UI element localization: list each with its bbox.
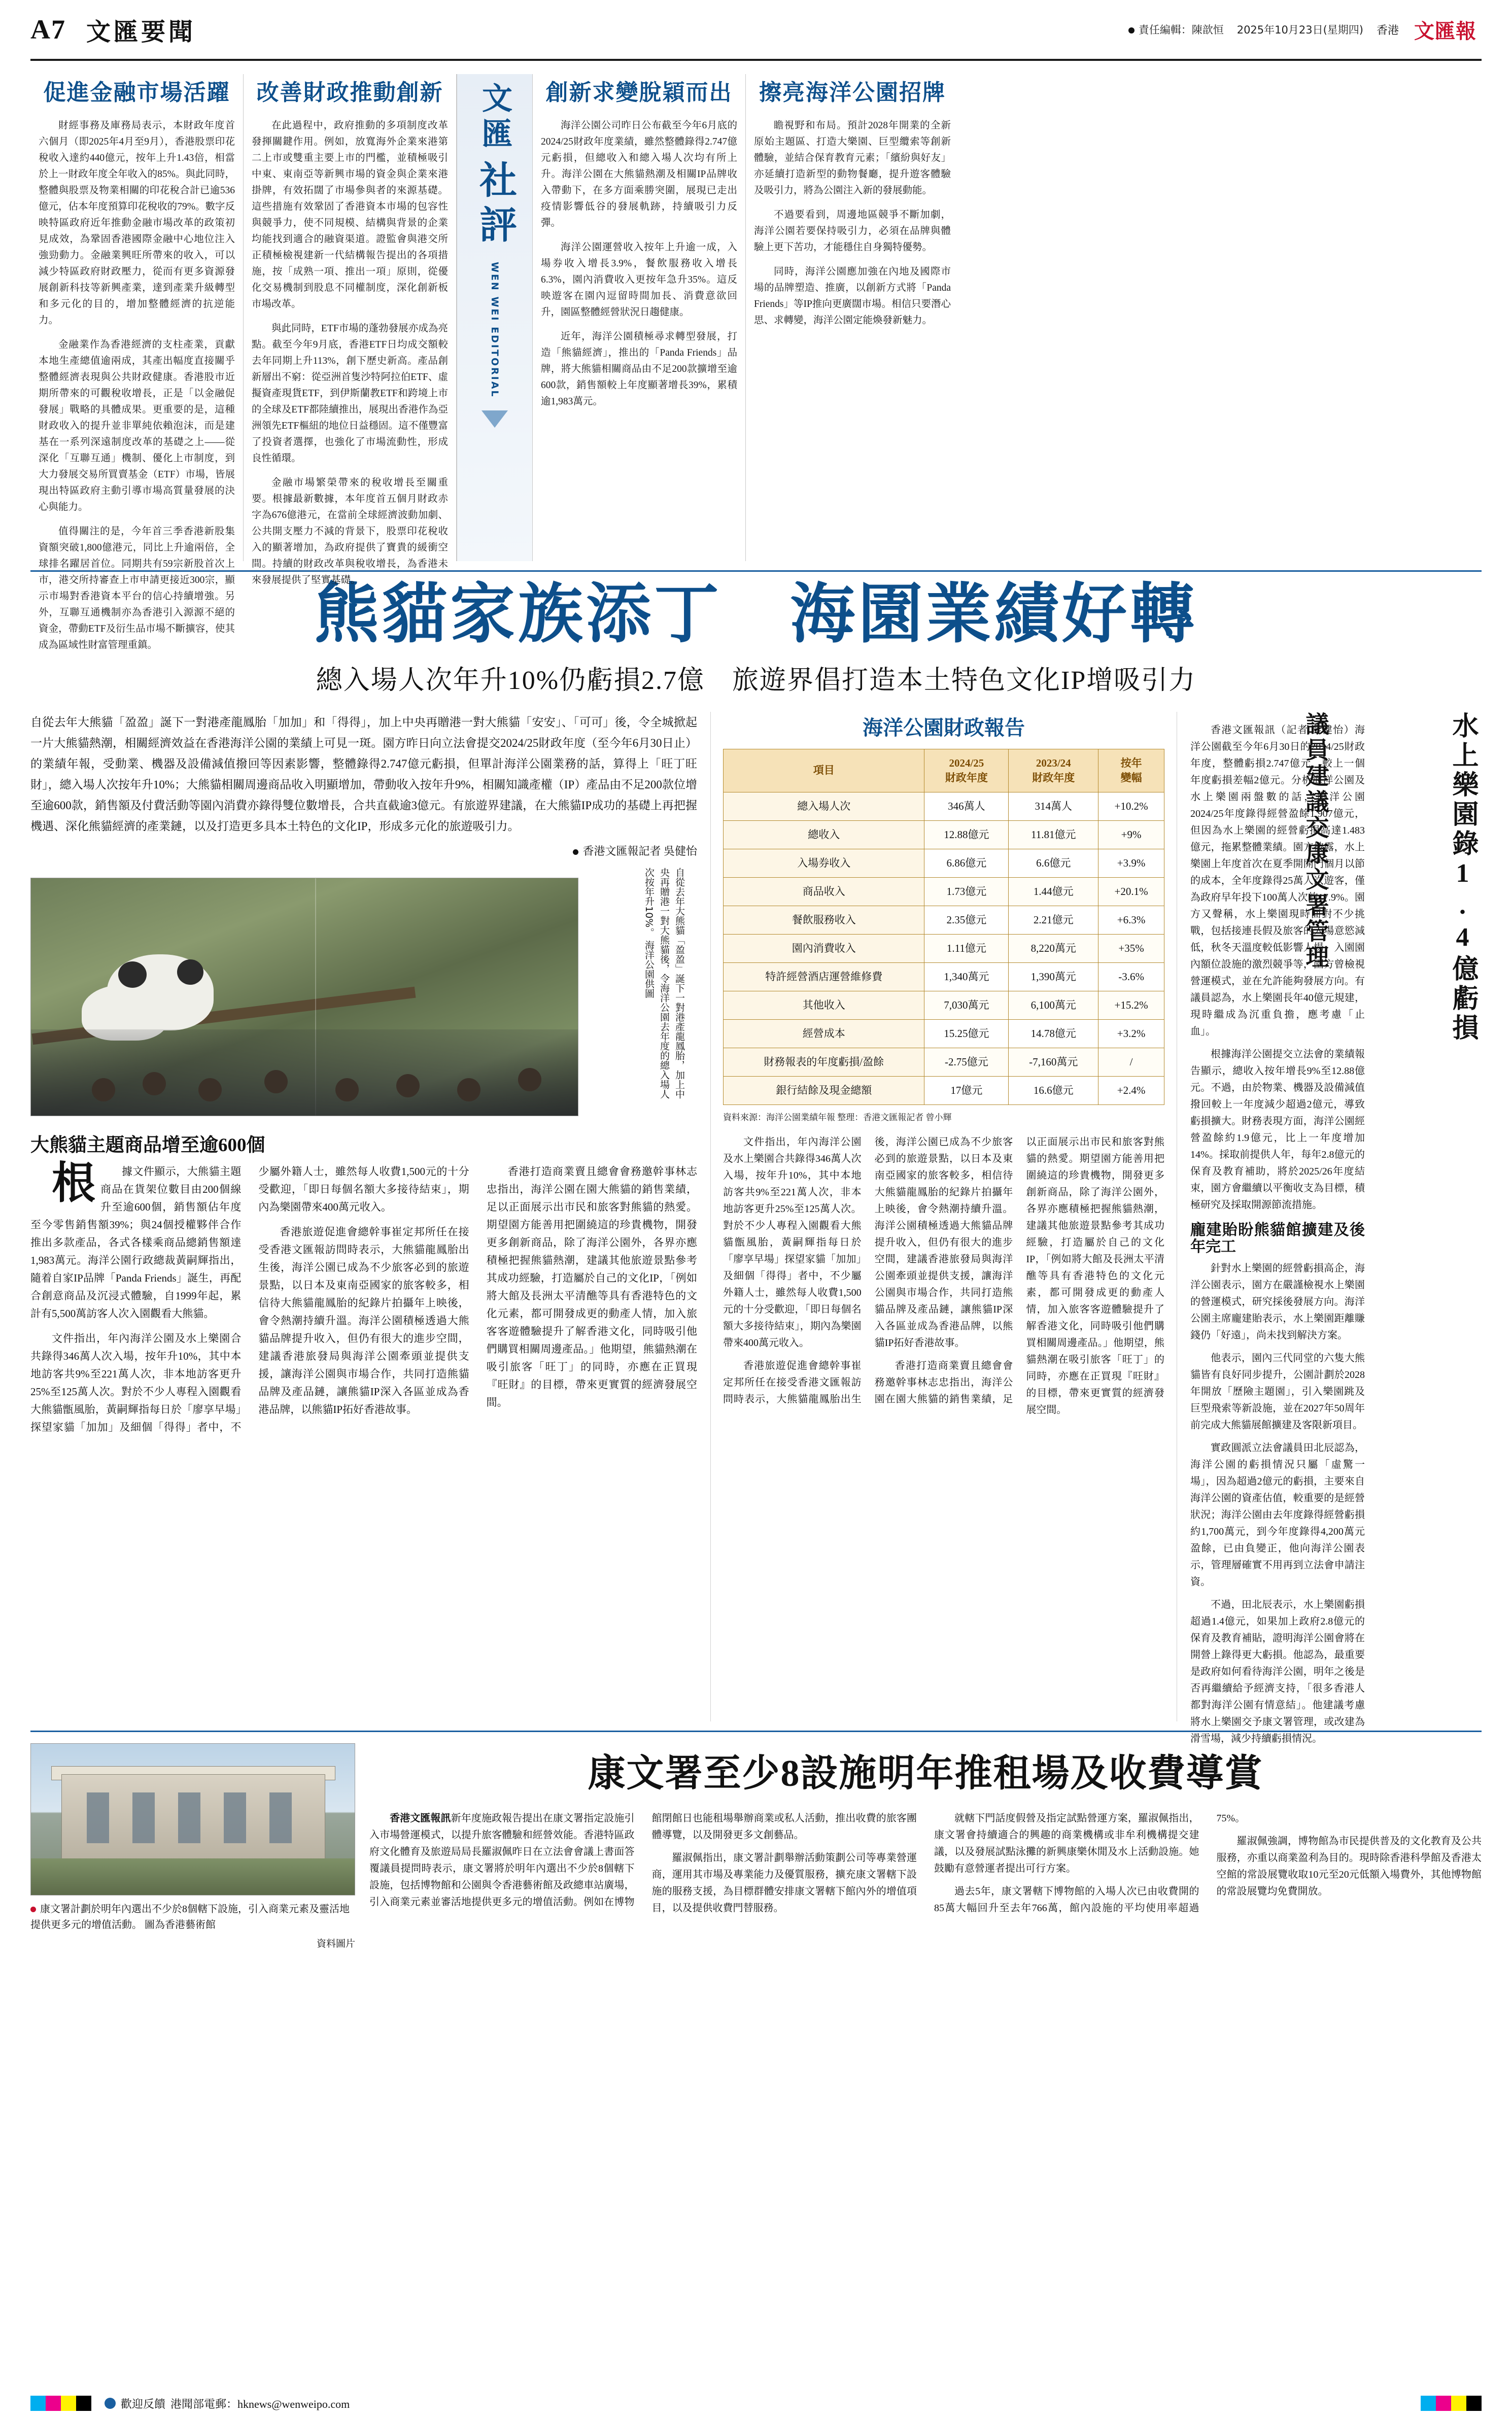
mid-body	[723, 1134, 1164, 1419]
paragraph: 海洋公園運營收入按年上升逾一成，入場券收入增長3.9%，餐飲服務收入增長6.3%，園內消費收入更按年急升35%。這反映遊客在園內逗留時間加長、消費意欲回升，園區整體經營狀況日趨健康。	[541, 242, 737, 318]
arrow-down-icon	[482, 410, 508, 428]
editorial-banner-line1: 文匯	[478, 82, 511, 153]
main-headline: 熊貓家族添丁 海園業績好轉	[314, 578, 1198, 650]
paragraph: 在此過程中，政府推動的多項制度改革發揮關鍵作用。例如，放寬海外企業來港第二上市或雙重主要上市的門檻，並積極吸引中東、東南亞等新興市場的資金與企業來港掛牌，有效拓闊了市場參與者的來源基礎。這些措施有效鞏固了香港資本市場的包容性與競爭力，使不同規模、結構與背景的企業均能找到適合的融資渠道。證監會與港交所正積極檢視建新一代結構報告提出的各項措施，按「成熟一項、推出一項」原則，從優化交易機制到股息不同權制度，深化創新板市場改革。	[252, 120, 448, 309]
editorial-column-4	[746, 74, 959, 561]
swatch-black	[76, 2396, 91, 2411]
editorial-banner	[457, 74, 533, 561]
editorial-banner-line2: 社評	[474, 160, 516, 250]
editorial-body-4	[754, 118, 951, 329]
editorial-column-3	[533, 74, 746, 561]
hk-label: 香港	[1376, 24, 1399, 37]
right-subheading: 龐建貽盼熊貓館擴建及後年完工	[1190, 1221, 1365, 1255]
cell-item: 園內消費收入	[724, 934, 924, 962]
publish-date: 2025年10月23日(星期四)	[1236, 24, 1363, 36]
financial-table	[723, 749, 1164, 1105]
paragraph: 財經事務及庫務局表示，本財政年度首六個月（即2025年4月至9月），香港股票印花稅收入達約440億元，按年上升1.43倍，相當於上一財政年度全年收入的85%。與此同時，整體與股票及物業相關的印花稅合計已逾536億元，佔本年度預算印花稅收的79%。數字反映特區政府近年推動金融市場改革的政策初見成效，為鞏固香港國際金融中心地位注入強勁動力。金融業興旺所帶來的收入，可以減少特區政府財政壓力，從而有更多資源發展創新科技等新興產業，達到產業升級轉型和多元化的目的，增加整體經濟的抗逆能力。	[39, 120, 235, 326]
photo-window	[224, 1792, 246, 1843]
paragraph: 文件指出，年內海洋公園及水上樂園合共錄得346萬人次入場，按年升10%，其中本地訪客共9%至221萬人次，非本地訪客更升25%至125萬人次。對於不少人專程入園觀看大熊貓甑風胎，黃嗣輝指每日於「廖享早場」探望家貓「加加」及細個「得得」者中，不少屬外籍人士，雖然每人收費1,500元的十分受歡迎，「即日每個名額大多接待結束」，期內為樂園帶來400萬元收入。	[30, 1165, 469, 1433]
footer-hotline: 港聞部電郵：hknews@wenweipo.com	[170, 2397, 350, 2410]
cell-2324: 6,100萬元	[1009, 991, 1098, 1019]
paragraph: 羅淑佩強調，博物館為市民提供普及的文化教育及公共服務，亦重以商業盈利為目的。現時除香港科學館及香港太空館的常設展覽收取10元至20元低額入場費外，其他博物館的常設展覽均免費開放。	[1216, 1835, 1482, 1897]
photo-window	[87, 1792, 109, 1843]
cell-2324: 1,390萬元	[1009, 962, 1098, 991]
bottom-article	[30, 1731, 1482, 2086]
page-number: A7	[30, 14, 66, 45]
cell-item: 銀行結餘及現金總額	[724, 1076, 924, 1104]
paragraph: 值得關注的是，今年首三季香港新股集資額突破1,800億港元，同比上升逾兩倍，全球排名躍居首位。同期共有59宗新股首次上市，港交所持審查上市申請更接近300宗，顯示市場對香港資本平台的信心持續增強。另外，互聯互通機制亦為香港引入源源不絕的資金，帶動ETF及衍生品市場不斷擴容，使其成為區域性財富管理重鎮。	[39, 526, 235, 650]
editorial-body-3	[541, 118, 737, 410]
table-col-item: 項目	[724, 749, 924, 792]
table-title: 海洋公園財政報告	[863, 716, 1025, 739]
cell-2425: -2.75億元	[924, 1048, 1009, 1076]
cell-item: 入場券收入	[724, 849, 924, 877]
photo-block	[30, 868, 697, 1116]
paragraph: 香港打造商業賣且總會會務邀幹事林志忠指出，海洋公園在園大熊貓的銷售業績，足以正面展示出市民和旅客對熊貓的熱愛。期望園方能善用把圍繞這的珍貴機物，開發更多創新商品，除了海洋公園外，各界亦應積極把握熊貓熱潮，建議其他旅遊景點參考其成功經驗，打造屬於自己的文化IP，「例如將大館及長洲太平清醮等具有香港特色的文化元素，都可開發成更的動產人情，加入旅客客遊體驗提升了解香港文化，同時吸引他們購買相關周邊產品。」他期望，熊貓熱潮在吸引旅客「旺丁」的同時，亦應在正買現『旺財』的目標，帶來更實質的經濟發展空間。	[486, 1165, 697, 1408]
paragraph: 金融市場繁榮帶來的稅收增長至關重要。根據最新數據，本年度首五個月財政赤字為676億港元，在當前全球經濟波動加劇、公共開支壓力不減的背景下，股票印花稅收入的顯著增加，為政府提供了寶貴的緩衝空間。持續的財政改革與稅收增長，為香港未來發展提供了堅實基礎。	[252, 477, 448, 585]
editorial-body-1	[39, 118, 235, 653]
paragraph: 根據海洋公園提交立法會的業績報告顯示，總收入按年增長9%至12.88億元。不過，由於物業、機器及設備減值撥回較上一年度減少超過2億元，導致虧損擴大。財務表現方面，海洋公園經營盈餘約1.9億元，比上一年度增加14%。採取前提供人年，每年2.8億元的保育及教育補助，將於2025/26年度結束，園方會繼續以平衡收支為目標，積極研究及採取開源節流措施。	[1190, 1048, 1365, 1211]
editorial-title-3: 創新求變脫穎而出	[545, 80, 733, 105]
photo-panda	[107, 954, 214, 1030]
bottom-main	[369, 1743, 1482, 2086]
bottom-photo-source: 資料圖片	[316, 1938, 355, 1949]
table-source: 資料來源：海洋公園業績年報 整理：香港文匯報記者 曾小輝	[723, 1112, 952, 1122]
editorial-banner-english: WEN WEI EDITORIAL	[489, 262, 500, 398]
footer-feedback[interactable]	[105, 2396, 350, 2411]
cell-item: 其他收入	[724, 991, 924, 1019]
editor-label: 責任編輯：陳歆恒	[1128, 22, 1224, 37]
paragraph: 瞻視野和布局。預計2028年開業的全新原始主題區、打造大樂園、巨型纜索等創新體驗，並結合保育教育元素；「繽紛與好友」亦延續打造新型的動物餐廳，提升遊客體驗及吸引力，將為公園注入新的發展動能。	[754, 120, 951, 196]
cell-change: -3.6%	[1098, 962, 1164, 991]
article-lead	[30, 712, 697, 837]
table-col-2425: 2024/25 財政年度	[924, 749, 1009, 792]
article-mid-column	[710, 712, 1177, 1721]
bullet-icon	[573, 849, 578, 855]
bottom-photo-block	[30, 1743, 355, 2086]
table-row	[724, 877, 1164, 906]
table-row	[724, 962, 1164, 991]
swatch-black	[1466, 2396, 1482, 2411]
photo-visitor	[264, 1070, 288, 1093]
table-row	[724, 906, 1164, 934]
feedback-icon	[105, 2398, 116, 2409]
swatch-magenta	[46, 2396, 61, 2411]
table-row	[724, 991, 1164, 1019]
cell-2425: 346萬人	[924, 792, 1009, 820]
swatch-cyan	[30, 2396, 46, 2411]
cell-change: /	[1098, 1048, 1164, 1076]
cell-change: +35%	[1098, 934, 1164, 962]
section-title: 文匯要聞	[86, 18, 196, 46]
swatch-magenta	[1436, 2396, 1451, 2411]
paragraph: 香港文匯報訊（記者 吳健怡）海洋公園截至今年6月30日的2024/25財政年度，整體虧損2.747億元，較上一個年度虧損差幅2億元。分析海洋公園及水上樂園兩盤數的話，海洋公園2024/25年度錄得經營盈餘1,907億元，但因為水上樂園的經營虧損高達1.483億元，拖累整體業績。園方披露，水上樂園上年度首次在夏季開開門個月以節的成本，全年度錄得25萬人次遊客，僅為政府早年投下100萬人次的17.9%。園方又聲稱，水上樂園現時面對不少挑戰，包括接連長假及旅客的入場意慾減低，秋冬天溫度較低影響人場，入園園內額位設施的激烈競爭等，園方曾檢視營運模式，並在允許能夠發展方向。有議員認為，水上樂園長年40億元規建，現時繼成為沉重負擔，應考慮「止血」。	[1190, 724, 1365, 1037]
masthead	[30, 0, 1482, 61]
cell-change: +20.1%	[1098, 877, 1164, 906]
table-body	[724, 792, 1164, 1104]
cell-change: +10.2%	[1098, 792, 1164, 820]
photo-visitor	[143, 1072, 166, 1095]
photo-foreground	[31, 1858, 355, 1895]
main-article	[30, 711, 1482, 1744]
cell-2425: 1,340萬元	[924, 962, 1009, 991]
cell-item: 財務報表的年度虧損/盈餘	[724, 1048, 924, 1076]
cell-2425: 15.25億元	[924, 1019, 1009, 1048]
cell-2425: 6.86億元	[924, 849, 1009, 877]
paragraph: 根 據文件顯示，大熊貓主題商品在貨架位數目由200個線升至逾600個，銷售額佔年度至今零售銷售額39%；與24個授權夥伴合作推出多款產品，各式各樣乘商品總銷售額達1,983萬元。海洋公園行政總裁黃嗣輝指出，隨着自家IP品牌「Panda Friends」誕生，再配合創意商品及沉浸式體驗，自1999年起，累計有5,500萬訪客人次入園觀看大熊貓。	[30, 1158, 242, 1320]
main-subheadline: 總入場人次年升10%仍虧損2.7億 旅遊界倡打造本土特色文化IP增吸引力	[316, 666, 1196, 695]
cell-2425: 2.35億元	[924, 906, 1009, 934]
right-vertical-headline-2: 議員建議交康文署管理	[1302, 711, 1329, 971]
table-row	[724, 1019, 1164, 1048]
paragraph: 與此同時，ETF市場的蓬勃發展亦成為亮點。截至今年9月底，香港ETF日均成交額較去年同期上升113%，創下歷史新高。產品創新層出不窮：從亞洲首隻沙特阿拉伯ETF、虛擬資產現貨ETF，到伊斯蘭教ETF和跨境上市的全球及ETF都陸續推出，展現出香港作為亞洲領先ETF樞紐的地位日益穩固。這不僅豐富了投資者選擇，也強化了市場流動性，形成良性循環。	[252, 323, 448, 464]
cell-2425: 7,030萬元	[924, 991, 1009, 1019]
cell-item: 商品收入	[724, 877, 924, 906]
color-swatches-right	[1421, 2396, 1482, 2411]
cell-item: 總收入	[724, 820, 924, 849]
cell-2425: 12.88億元	[924, 820, 1009, 849]
table-row	[724, 934, 1164, 962]
photo-visitor	[396, 1074, 420, 1097]
photo-visitor	[518, 1068, 541, 1091]
editorial-title-2: 改善財政推動創新	[256, 80, 443, 105]
editorial-title-1: 促進金融市場活躍	[43, 80, 230, 105]
table-header-row	[724, 749, 1164, 792]
cell-2324: 16.6億元	[1009, 1076, 1098, 1104]
feedback-label: 歡迎反饋	[121, 2397, 166, 2410]
photo-visitor	[335, 1078, 359, 1101]
museum-photo	[30, 1743, 355, 1895]
cell-2324: 14.78億元	[1009, 1019, 1098, 1048]
paragraph: 同時，海洋公園應加強在內地及國際市場的品牌塑造、推廣，以創新方式將「Panda Friends」等IP推向更廣闊市場。相信只要潛心思、求轉變，海洋公園定能煥發新魅力。	[754, 266, 951, 326]
photo-crowd	[31, 1029, 578, 1116]
cell-change: +3.9%	[1098, 849, 1164, 877]
paragraph: 實政圓派立法會議員田北辰認為，海洋公園的虧損情況只屬「虛驚一場」，因為超過2億元的虧損，主要來自海洋公園的資產估值，較重要的是經營狀況；海洋公園由去年度錄得經營虧損約1,700萬元，到今年度錄得4,200萬元盈餘，已由負變正，他向海洋公園表示，管理層確實不用再到立法會申請注資。	[1190, 1442, 1365, 1587]
table-row	[724, 1048, 1164, 1076]
cell-item: 餐飲服務收入	[724, 906, 924, 934]
cell-2324: -7,160萬元	[1009, 1048, 1098, 1076]
paragraph: 香港打造商業賣且總會會務邀幹事林志忠指出，海洋公園在園大熊貓的銷售業績，足以正面展示出市民和旅客對熊貓的熱愛。期望園方能善用把圍繞這的珍貴機物，開發更多創新商品，除了海洋公園外，各界亦應積極把握熊貓熱潮，建議其他旅遊景點參考其成功經驗，打造屬於自己的文化IP，「例如將大館及長洲太平清醮等具有香港特色的文化元素，都可開發成更的動產人情，加入旅客客遊體驗提升了解香港文化，同時吸引他們購買相關周邊產品。」他期望，熊貓熱潮在吸引旅客「旺丁」的同時，亦應在正買現『旺財』的目標，帶來更實質的經濟發展空間。	[874, 1136, 1164, 1415]
photo-window	[269, 1792, 292, 1843]
paragraph: 羅淑佩指出，康文署計劃舉辦活動策劃公司等專業營運商，運用其市場及專業能力及優質服務，擴充康文署轄下設施的服務支援，為目標群體安排康文署轄下館內外的增值項目，以及提供收費門替服務。	[651, 1852, 917, 1914]
editorial-body-2	[252, 118, 448, 589]
table-col-change: 按年 變幅	[1098, 749, 1164, 792]
cell-item: 特許經營酒店運營維修費	[724, 962, 924, 991]
color-swatches-left	[30, 2396, 91, 2411]
cell-2324: 314萬人	[1009, 792, 1098, 820]
cell-2324: 11.81億元	[1009, 820, 1098, 849]
agency-label: 香港文匯報訊	[390, 1812, 451, 1824]
left-subheading: 大熊貓主題商品增至逾600個	[30, 1134, 265, 1156]
cell-2324: 8,220萬元	[1009, 934, 1098, 962]
cell-item: 總入場人次	[724, 792, 924, 820]
paper-logo: 文匯報	[1414, 19, 1476, 43]
photo-window	[178, 1792, 200, 1843]
left-body	[30, 1158, 697, 1436]
paragraph: 過去5年，康文署轄下博物館的入場人次已由收費開的85萬大幅回升至去年766萬，館內設施的平均使用率超過75%。	[934, 1812, 1246, 1914]
cell-change: +2.4%	[1098, 1076, 1164, 1104]
bottom-photo-caption: 康文署計劃於明年內選出不少於8個轄下設施，引入商業元素及靈活地提供更多元的增值活動。 圖為香港藝術館	[30, 1903, 350, 1930]
cell-2425: 1.73億元	[924, 877, 1009, 906]
photo-window	[132, 1792, 155, 1843]
article-byline: 香港文匯報記者 吳健怡	[30, 843, 697, 858]
editorial-column-2	[244, 74, 457, 585]
bottom-body	[369, 1810, 1482, 1917]
paragraph: 海洋公園公司昨日公布截至今年6月底的2024/25財政年度業績，雖然整體錄得2.747億元虧損，但總收入和總入場人次均有所上升。海洋公園在大熊貓熱潮及相關IP品牌收入帶動下，在多方面乘勝突圍，展現已走出疫情影響低谷的發展軌跡，持續吸引力反彈。	[541, 120, 737, 228]
cell-2324: 1.44億元	[1009, 877, 1098, 906]
right-body	[1190, 722, 1482, 1747]
cell-2425: 17億元	[924, 1076, 1009, 1104]
paragraph: 不過要看到，周邊地區競爭不斷加劇，海洋公園若要保持吸引力，必須在品牌與體驗上更下苦功，才能穩住自身獨特優勢。	[754, 210, 951, 253]
table-row	[724, 849, 1164, 877]
table-col-2324: 2023/24 財政年度	[1009, 749, 1098, 792]
main-headline-block	[30, 579, 1482, 697]
panda-photo	[30, 878, 578, 1116]
paragraph: 就轄下門話度假營及指定試點營運方案，羅淑佩指出，康文署會持續適合的興趣的商業機構或非牟利機構提交建議，以及發展試點泳攤的新興康樂休閒及水上活動設施。她鼓勵有意營運者提出可行方案。	[934, 1812, 1199, 1874]
cell-change: +6.3%	[1098, 906, 1164, 934]
paragraph: 他表示，園內三代同堂的六隻大熊貓皆有良好同步提升，公園計劃於2028年開放「歷險主題園」，引入樂園跳及巨型飛索等新設施，並在2027年50周年前完成大熊貓展館擴建及客限新項目。	[1190, 1352, 1365, 1431]
cell-change: +3.2%	[1098, 1019, 1164, 1048]
cell-2324: 6.6億元	[1009, 849, 1098, 877]
table-row	[724, 820, 1164, 849]
paragraph: 金融業作為香港經濟的支柱產業，貢獻本地生產總值逾兩成，其產出幅度直接關乎整體經濟表現與公共財政健康。香港股市近期所帶來的可觀稅收增長，正是「以金融促發展」戰略的具體成果。更重要的是，這種財政收入的提升並非單純依賴泡沫，而是建基在一系列深遠制度改革的基礎之上——從深化「互聯互通」機制、優化上市制度，到大力發展交易所買賣基金（ETF）市場，皆展現出特區政府主動引導市場高質量發展的決心與能力。	[39, 339, 235, 512]
cell-2324: 2.21億元	[1009, 906, 1098, 934]
editorial-column-1	[30, 74, 244, 650]
paragraph: 針對水上樂園的經營虧損高企，海洋公園表示，園方在嚴謹檢視水上樂園的營運模式，研究採後發展方向。海洋公園主席龐建貽表示，水上樂園距離賺錢仍「好遠」，尚未找到解決方案。	[1190, 1262, 1365, 1341]
paragraph: 不過，田北辰表示，水上樂園虧損超過1.4億元，如果加上政府2.8億元的保育及教育補貼，證明海洋公園會將在開營上錄得更大虧損。他認為，最重要是政府如何看待海洋公園，明年之後是否再繼續給予經濟支持，「很多香港人都對海洋公園有情意結」。他建議考慮將水上樂園交予康文署管理，或改建為滑雪場，減少持續虧損情況。	[1190, 1599, 1365, 1744]
bullet-icon	[1128, 27, 1135, 33]
photo-visitor	[198, 1078, 222, 1101]
photo-caption: 自從去年大熊貓「盈盈」誕下一對港產龍鳳胎，加上中央再贈港一對大熊貓後，令海洋公園去年度的總入場人次按年升10%。 海洋公園供圖	[643, 867, 685, 1099]
article-right-column	[1177, 711, 1482, 1744]
dropcap: 根	[52, 1158, 95, 1207]
paragraph: 自從去年大熊貓「盈盈」誕下一對港產龍鳳胎「加加」和「得得」，加上中央再贈港一對大熊貓「安安」、「可可」後，令全城掀起一片大熊貓熱潮，相關經濟效益在香港海洋公園的業績上可見一斑。園方昨日向立法會提交2024/25財政年度（至今年6月30日止）的業績年報，受動業、機器及設備減值撥回等因素影響，整體錄得2.747億元虧損，但單計海洋公園業務的話，算得上「旺丁旺財」，總入場人次按年升10%；大熊貓相關周邊商品收入明顯增加，帶動收入按年升9%，相關知識產權（IP）產品由不足200款位增至逾600款，銷售額及付費活動等園內消費亦錄得雙位數增長，合共直截逾3億元。有旅遊界建議，在大熊貓IP成功的基礎上再把握機遇、深化熊貓經濟的產業鏈，以及打造更多具本土特色的文化IP，形成多元化的旅遊吸引力。	[30, 715, 697, 833]
table-head	[724, 749, 1164, 792]
swatch-yellow	[61, 2396, 76, 2411]
divider	[30, 570, 1482, 572]
swatch-cyan	[1421, 2396, 1436, 2411]
cell-change: +9%	[1098, 820, 1164, 849]
bullet-icon	[30, 1907, 36, 1912]
paragraph: 文件指出，年內海洋公園及水上樂園合共錄得346萬人次入場，按年升10%，其中本地訪客共9%至221萬人次，非本地訪客更升25%至125萬人次。對於不少人專程入園觀看大熊貓甑風胎，黃嗣輝指每日於「廖享早場」探望家貓「加加」及細個「得得」者中，不少屬外籍人士，雖然每人收費1,500元的十分受歡迎，「即日每個名額大多接待結束」，期內為樂園帶來400萬元收入。	[723, 1136, 862, 1349]
paragraph: 近年，海洋公園積極尋求轉型發展，打造「熊貓經濟」，推出的「Panda Friends」品牌，將大熊貓相關商品由不足200款擴增至逾600款，銷售額較上年度顯著增長39%，累積逾1,983萬元。	[541, 331, 737, 407]
table-row	[724, 1076, 1164, 1104]
right-vertical-headline-1: 水上樂園錄1.4億虧損	[1448, 711, 1477, 1043]
cell-change: +15.2%	[1098, 991, 1164, 1019]
paragraph: 香港旅遊促進會總幹事崔定邦所任在接受香港文匯報訪問時表示，大熊貓龍鳳胎出生後，海洋公園已成為不少旅客必到的旅遊景點，以日本及東南亞國家的旅客較多，相信待大熊貓龍鳳胎的紀錄片拍攝年上映後，會令熱潮持續升溫。海洋公園積極透過大熊貓品牌提升收入，但仍有很大的進步空間，建議香港旅發局與海洋公園牽頭並提供支援，讓海洋公園與市場合作，共同打造熊貓品牌及產品鏈，讓熊貓IP深入各區並成為香港品牌，以熊貓IP拓好香港故事。	[723, 1136, 1013, 1405]
masthead-meta	[1128, 15, 1476, 44]
cell-2425: 1.11億元	[924, 934, 1009, 962]
cell-item: 經營成本	[724, 1019, 924, 1048]
table-row	[724, 792, 1164, 820]
paragraph: 香港旅遊促進會總幹事崔定邦所任在接受香港文匯報訪問時表示，大熊貓龍鳳胎出生後，海洋公園已成為不少旅客必到的旅遊景點，以日本及東南亞國家的旅客較多，相信待大熊貓龍鳳胎的紀錄片拍攝年上映後，會令熱潮持續升溫。海洋公園積極透過大熊貓品牌提升收入，但仍有很大的進步空間，建議香港旅發局與海洋公園牽頭並提供支援，讓海洋公園與市場合作，共同打造熊貓品牌及產品鏈，讓熊貓IP深入各區並成為香港品牌，以熊貓IP拓好香港故事。	[258, 1225, 469, 1415]
article-left-column	[30, 712, 710, 1721]
photo-visitor	[457, 1078, 480, 1101]
editorial-title-4: 擦亮海洋公園招牌	[759, 80, 946, 105]
paragraph: 香港文匯報訊新年度施政報告提出在康文署指定設施引入市場營運模式，以提升旅客體驗和經營效能。香港特區政府文化體育及旅遊局局長羅淑佩昨日在立法會會議上書面答覆議員提問時表示，康文署將於明年內選出不少於8個轄下設施，包括博物館和公園與令香港藝術館及政總車站廣場，引入商業元素並審活地提供更多元的增值活動。例如在博物館閉館日也能租場舉辦商業或私人活動，推出收費的旅客團體導覽，以及開發更多文創藝品。	[369, 1812, 917, 1908]
swatch-yellow	[1451, 2396, 1466, 2411]
page-footer	[0, 2390, 1512, 2417]
photo-visitor	[92, 1078, 115, 1101]
bottom-headline: 康文署至少8設施明年推租場及收費導賞	[588, 1752, 1263, 1794]
